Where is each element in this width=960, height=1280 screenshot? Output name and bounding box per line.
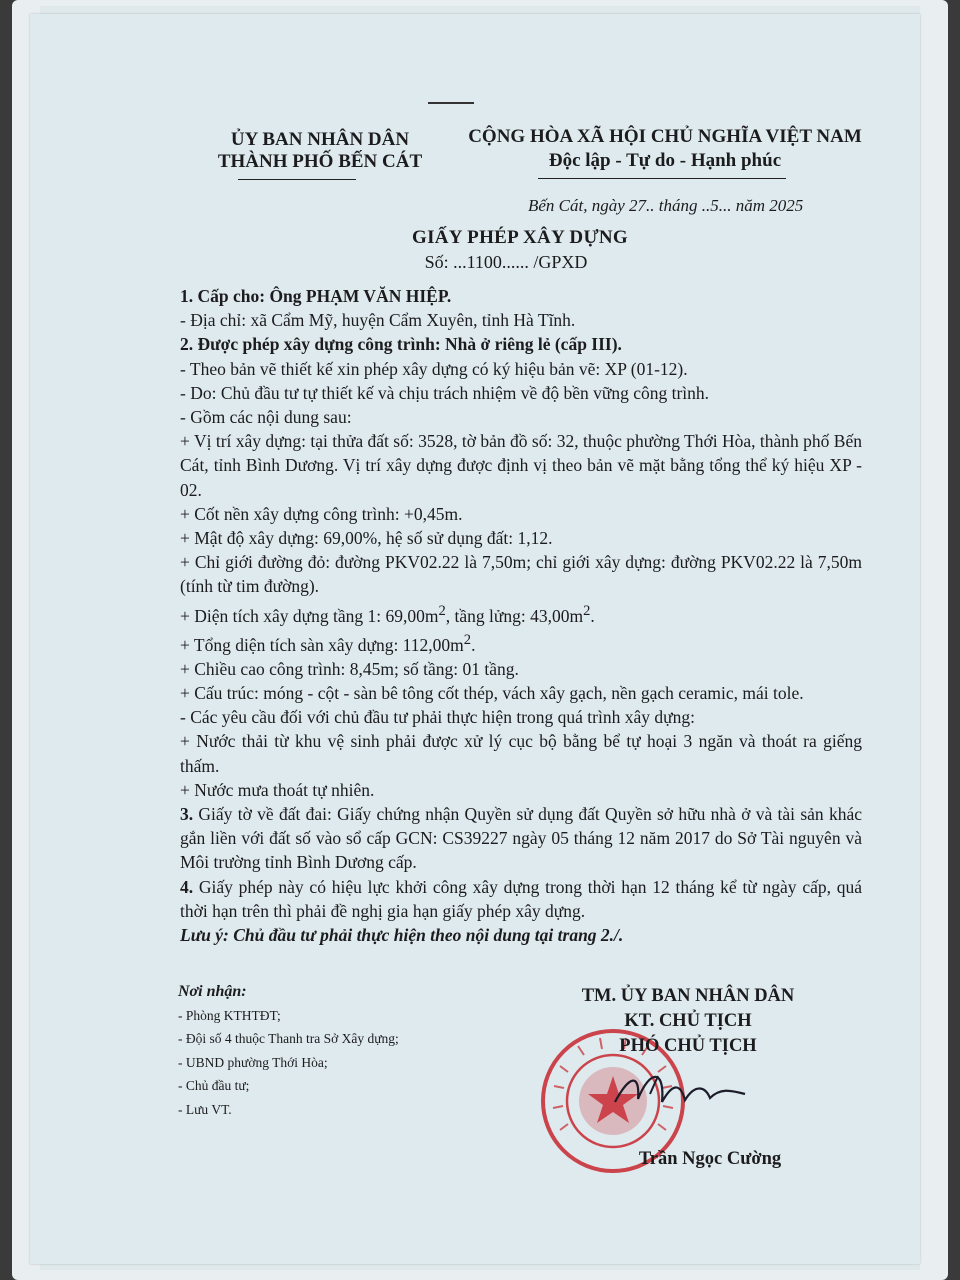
area-prefix: + Diện tích xây dựng tầng 1: 69,00m	[180, 605, 439, 626]
area-mid: , tầng lửng: 43,00m	[445, 605, 584, 626]
recipient-item: - Đội số 4 thuộc Thanh tra Sở Xây dựng;	[178, 1031, 399, 1046]
area-sup-2: 2	[583, 602, 591, 619]
signature-line-3: PHÓ CHỦ TỊCH	[619, 1036, 757, 1056]
section-2-redline: + Chỉ giới đường đỏ: đường PKV02.22 là 7,50m; chỉ giới xây dựng: đường PKV02.22 là 7,50m (tính từ tim đường).	[180, 552, 862, 597]
section-3	[180, 802, 862, 875]
permit-document	[30, 14, 920, 1264]
section-2-structure: + Cấu trúc: móng - cột - sàn bê tông cốt thép, vách xây gạch, nền gạch ceramic, mái tole.	[180, 682, 804, 703]
section-2-drawing: - Theo bản vẽ thiết kế xin phép xây dựng có ký hiệu bản vẽ: XP (01-12).	[180, 358, 688, 379]
document-title: GIẤY PHÉP XÂY DỰNG	[412, 227, 628, 248]
recipient-item: - Chủ đầu tư;	[178, 1078, 250, 1093]
section-2-requirements: - Các yêu cầu đối với chủ đầu tư phải thực hiện trong quá trình xây dựng:	[180, 707, 695, 728]
total-area-sup: 2	[463, 631, 472, 648]
section-1-address: - Địa chỉ: xã Cẩm Mỹ, huyện Cẩm Xuyên, tỉnh Hà Tĩnh.	[180, 310, 576, 331]
motto-underline	[538, 178, 786, 179]
issuer-line-2: THÀNH PHỐ BẾN CÁT	[217, 151, 423, 172]
issuer-header	[180, 129, 460, 173]
section-1-title: 1. Cấp cho: Ông PHẠM VĂN HIỆP.	[180, 286, 452, 306]
issuer-underline	[238, 179, 356, 180]
section-2-contents: - Gồm các nội dung sau:	[180, 407, 352, 428]
signature-block	[500, 984, 876, 1059]
recipient-item: - Lưu VT.	[178, 1101, 232, 1117]
handwritten-signature	[610, 1064, 750, 1114]
note: Lưu ý: Chủ đầu tư phải thực hiện theo nội dung tại trang 2./.	[180, 924, 624, 945]
document-number: Số: ...1100...... /GPXD	[424, 252, 588, 272]
total-area-prefix: + Tổng diện tích sàn xây dựng: 112,00m	[180, 634, 464, 655]
issue-date: Bến Cát, ngày 27.. tháng ..5... năm 2025	[528, 196, 804, 215]
section-3-text: Giấy tờ về đất đai: Giấy chứng nhận Quyền sử dụng đất Quyền sở hữu nhà ở và tài sản khác gắn liền với đất số vào sổ cấp GCN: CS39227 ngày 05 tháng 12 năm 2017 do Sở Tài nguyên và Môi trường tỉnh Bình Dương cấp.	[180, 803, 862, 873]
recipient-item: - Phòng KTHTĐT;	[178, 1007, 281, 1023]
section-2-designer: - Do: Chủ đầu tư tự thiết kế và chịu trách nhiệm về độ bền vững công trình.	[180, 382, 710, 403]
section-2-density: + Mật độ xây dựng: 69,00%, hệ số sử dụng đất: 1,12.	[180, 528, 553, 549]
issuer-line-1: ỦY BAN NHÂN DÂN	[230, 129, 410, 150]
signature-line-1: TM. ỦY BAN NHÂN DÂN	[581, 986, 795, 1006]
national-header	[450, 125, 880, 173]
signer-name: Trần Ngọc Cường	[638, 1149, 782, 1169]
document-body	[180, 284, 862, 947]
section-3-number: 3.	[180, 803, 194, 824]
section-2-location: + Vị trí xây dựng: tại thửa đất số: 3528, tờ bản đồ số: 32, thuộc phường Thới Hòa, thành phố Bến Cát, tỉnh Bình Dương. Vị trí xây dựng được định vị theo bản vẽ mặt bằng tổng thể ký hiệu XP - 02.	[180, 431, 862, 500]
section-2-total-area: + Tổng diện tích sàn xây dựng: $112,00m^2$.	[180, 631, 476, 655]
national-title: CỘNG HÒA XÃ HỘI CHỦ NGHĨA VIỆT NAM	[468, 126, 862, 147]
recipient-item: - UBND phường Thới Hòa;	[178, 1054, 328, 1070]
section-4-text: Giấy phép này có hiệu lực khởi công xây dựng trong thời hạn 12 tháng kể từ ngày cấp, quá thời hạn trên thì phải đề nghị gia hạn giấy phép xây dựng.	[180, 876, 862, 921]
recipients-heading: Nơi nhận:	[178, 983, 247, 1000]
section-2-rainwater: + Nước mưa thoát tự nhiên.	[180, 779, 375, 800]
section-4	[180, 875, 862, 923]
section-2-height: + Chiều cao công trình: 8,45m; số tầng: 01 tầng.	[180, 658, 519, 679]
top-dash	[428, 102, 474, 104]
national-motto: Độc lập - Tự do - Hạnh phúc	[548, 150, 782, 171]
section-4-number: 4.	[180, 876, 194, 897]
section-2-title: 2. Được phép xây dựng công trình: Nhà ở riêng lẻ (cấp III).	[180, 334, 622, 355]
recipients-block	[178, 980, 498, 1121]
section-2-base-level: + Cốt nền xây dựng công trình: +0,45m.	[180, 503, 463, 524]
section-2-area: + Diện tích xây dựng tầng 1: $69,00m^2$, tầng lửng: $43,00m^2$.	[180, 602, 595, 626]
section-2-wastewater: + Nước thải từ khu vệ sinh phải được xử lý cục bộ bằng bể tự hoại 3 ngăn và thoát ra giếng thấm.	[180, 731, 862, 776]
signature-line-2: KT. CHỦ TỊCH	[624, 1011, 752, 1031]
area-sup-1: 2	[438, 602, 446, 619]
